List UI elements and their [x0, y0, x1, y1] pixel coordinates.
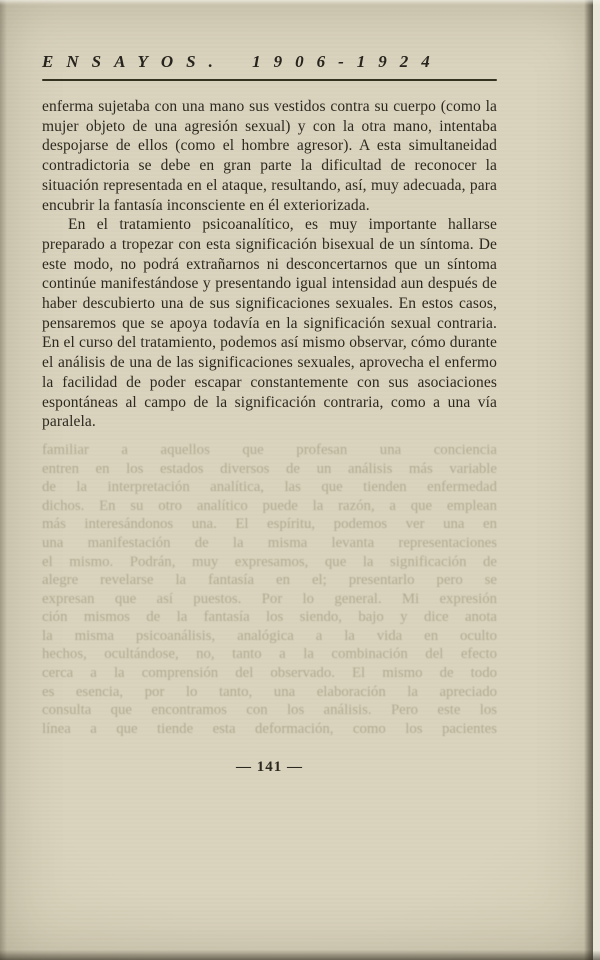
- bleedthrough-line: el mismo. Podrán, muy expresamos, que la significación de: [42, 553, 497, 570]
- scan-edge-right-shadow: [584, 0, 593, 960]
- running-header: [42, 52, 497, 72]
- bleedthrough-line: familiar a aquellos que profesan una conciencia: [42, 441, 497, 458]
- bleedthrough-line: consulta que encontramos con los análisis. Pero este los: [42, 702, 497, 719]
- bleedthrough-line: hechos, ocultándose, no, tanto a la combinación del efecto: [42, 646, 497, 663]
- bleedthrough-line: entren en los estados diversos de un análisis más variable: [42, 460, 497, 477]
- page-number: — 141 —: [236, 759, 303, 776]
- body-paragraph: enferma sujetaba con una mano sus vestidos contra su cuerpo (como la mujer objeto de una agresión sexual) y con la otra mano, intentaba despojarse de ellos (como el hombre agresor). A esta simultaneidad contradictoria se debe en gran parte la dificultad de reconocer la situación representada en el ataque, resultando, así, muy adecuada, para encubrir la fantasía inconsciente en él exteriorizada.: [42, 98, 497, 214]
- bleedthrough-line: es esencia, por lo tanto, una elaboración la apreciado: [42, 683, 497, 700]
- header-rule: [42, 79, 497, 81]
- bleedthrough-line: dichos. En su otro analítico puede la razón, a que emplean: [42, 497, 497, 514]
- bleedthrough-line: expresan que así puestos. Por lo general. Mi expresión: [42, 590, 497, 607]
- bleedthrough-line: ción mismos de la fantasía los siendo, bajo y dice anota: [42, 609, 497, 626]
- bleedthrough-line: cerca a la comprensión del observado. El mismo de todo: [42, 665, 497, 682]
- running-header-title: ENSAYOS. 1906-1924: [42, 52, 443, 71]
- scan-edge-left: [0, 0, 7, 960]
- scan-edge-top: [0, 0, 600, 5]
- bleedthrough-line: alegre revelarse la fantasía en el; presentarlo pero se: [42, 572, 497, 589]
- bleedthrough-text-block: [42, 441, 497, 739]
- bleedthrough-line: línea a que tiende esta deformación, como los pacientes: [42, 720, 497, 737]
- bleedthrough-line: una manifestación de la misma levanta representaciones: [42, 534, 497, 551]
- scan-edge-right-paper: [593, 0, 600, 960]
- body-paragraph: En el tratamiento psicoanalítico, es muy importante hallarse preparado a tropezar con esta significación bisexual de un síntoma. De este modo, no podrá extrañarnos ni desconcertarnos que un síntoma continúe manifestándose y presentando igual intensidad aun después de haber descubierto una de sus significaciones sexuales. En estos casos, pensaremos que se apoya todavía en la significación sexual contraria. En el curso del tratamiento, podemos así mismo observar, cómo durante el análisis de una de las significaciones sexuales, aprovecha el enfermo la facilidad de poder escapar constantemente con sus asociaciones espontáneas al campo de la significación contraria, como a una vía paralela.: [42, 216, 497, 431]
- bleedthrough-line: más interesándonos una. El espíritu, podemos ver una en: [42, 516, 497, 533]
- bleedthrough-line: la misma psicoanálisis, analógica a la vida en oculto: [42, 627, 497, 644]
- scan-edge-bottom: [0, 950, 600, 960]
- bleedthrough-line: de la interpretación analítica, las que tienden enfermedad: [42, 479, 497, 496]
